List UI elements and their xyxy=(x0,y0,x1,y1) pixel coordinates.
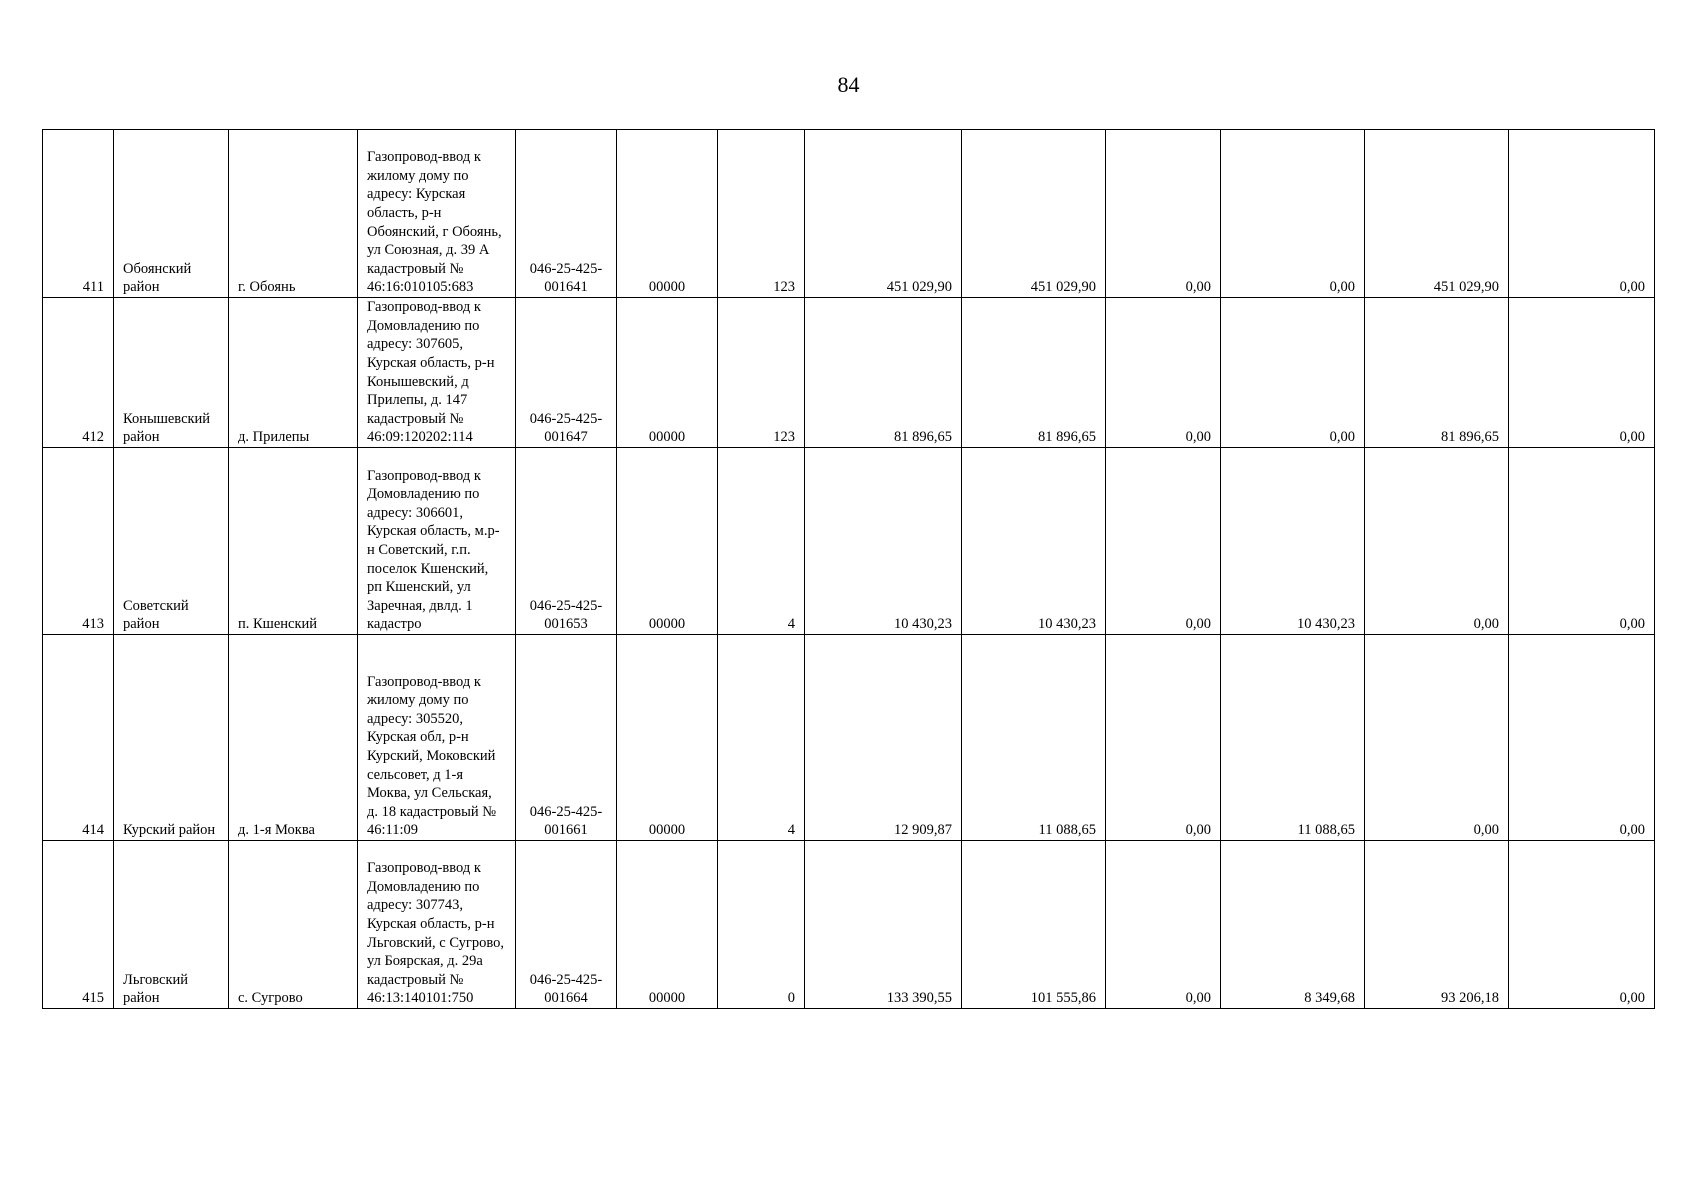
total-cell: 451 029,90 xyxy=(805,130,962,298)
zeros-cell: 00000 xyxy=(617,298,718,448)
count-cell: 4 xyxy=(718,635,805,841)
total-cell: 81 896,65 xyxy=(805,298,962,448)
col-a-cell: 0,00 xyxy=(1106,448,1221,635)
count-cell: 0 xyxy=(718,841,805,1009)
total-cell: 12 909,87 xyxy=(805,635,962,841)
count-cell: 123 xyxy=(718,130,805,298)
locality-cell: д. Прилепы xyxy=(229,298,358,448)
table-row xyxy=(43,448,1655,635)
district-cell: Курский район xyxy=(114,635,229,841)
amount-cell: 11 088,65 xyxy=(962,635,1106,841)
table-row xyxy=(43,841,1655,1009)
col-c-cell: 451 029,90 xyxy=(1365,130,1509,298)
col-b-cell: 11 088,65 xyxy=(1221,635,1365,841)
total-cell: 133 390,55 xyxy=(805,841,962,1009)
table-row xyxy=(43,635,1655,841)
amount-cell: 81 896,65 xyxy=(962,298,1106,448)
row-number: 414 xyxy=(43,635,114,841)
locality-cell: г. Обоянь xyxy=(229,130,358,298)
code-cell: 046-25-425-001641 xyxy=(516,130,617,298)
col-b-cell: 10 430,23 xyxy=(1221,448,1365,635)
description-cell: Газопровод-ввод к Домовладению по адресу: 307605, Курская область, р-н Конышевский, д Прилепы, д. 147 кадастровый № 46:09:120202:114 xyxy=(358,298,516,448)
locality-cell: с. Сугрово xyxy=(229,841,358,1009)
amount-cell: 10 430,23 xyxy=(962,448,1106,635)
col-c-cell: 0,00 xyxy=(1365,635,1509,841)
col-a-cell: 0,00 xyxy=(1106,298,1221,448)
col-b-cell: 8 349,68 xyxy=(1221,841,1365,1009)
district-cell: Конышевский район xyxy=(114,298,229,448)
page-number: 84 xyxy=(837,72,860,97)
zeros-cell: 00000 xyxy=(617,635,718,841)
description-cell: Газопровод-ввод к Домовладению по адресу: 306601, Курская область, м.р-н Советский, г.п. поселок Кшенский, рп Кшенский, ул Заречная, двлд. 1 кадастро xyxy=(358,448,516,635)
col-d-cell: 0,00 xyxy=(1509,448,1655,635)
col-a-cell: 0,00 xyxy=(1106,635,1221,841)
description-cell: Газопровод-ввод к жилому дому по адресу: Курская область, р-н Обоянский, г Обоянь, ул Союзная, д. 39 А кадастровый № 46:16:010105:683 xyxy=(358,130,516,298)
code-cell: 046-25-425-001653 xyxy=(516,448,617,635)
data-table xyxy=(42,129,1655,1009)
col-d-cell: 0,00 xyxy=(1509,841,1655,1009)
zeros-cell: 00000 xyxy=(617,448,718,635)
col-c-cell: 93 206,18 xyxy=(1365,841,1509,1009)
description-cell: Газопровод-ввод к жилому дому по адресу: 305520, Курская обл, р-н Курский, Моковский сельсовет, д 1-я Моква, ул Сельская, д. 18 кадастровый № 46:11:09 xyxy=(358,635,516,841)
col-d-cell: 0,00 xyxy=(1509,298,1655,448)
total-cell: 10 430,23 xyxy=(805,448,962,635)
amount-cell: 101 555,86 xyxy=(962,841,1106,1009)
row-number: 413 xyxy=(43,448,114,635)
table-row xyxy=(43,130,1655,298)
count-cell: 4 xyxy=(718,448,805,635)
col-a-cell: 0,00 xyxy=(1106,130,1221,298)
count-cell: 123 xyxy=(718,298,805,448)
row-number: 415 xyxy=(43,841,114,1009)
row-number: 412 xyxy=(43,298,114,448)
col-b-cell: 0,00 xyxy=(1221,130,1365,298)
zeros-cell: 00000 xyxy=(617,841,718,1009)
district-cell: Льговский район xyxy=(114,841,229,1009)
district-cell: Советский район xyxy=(114,448,229,635)
col-b-cell: 0,00 xyxy=(1221,298,1365,448)
col-d-cell: 0,00 xyxy=(1509,130,1655,298)
district-cell: Обоянский район xyxy=(114,130,229,298)
zeros-cell: 00000 xyxy=(617,130,718,298)
code-cell: 046-25-425-001661 xyxy=(516,635,617,841)
code-cell: 046-25-425-001664 xyxy=(516,841,617,1009)
locality-cell: д. 1-я Моква xyxy=(229,635,358,841)
code-cell: 046-25-425-001647 xyxy=(516,298,617,448)
col-a-cell: 0,00 xyxy=(1106,841,1221,1009)
description-cell: Газопровод-ввод к Домовладению по адресу: 307743, Курская область, р-н Льговский, с Сугрово, ул Боярская, д. 29а кадастровый № 46:13:140101:750 xyxy=(358,841,516,1009)
row-number: 411 xyxy=(43,130,114,298)
locality-cell: п. Кшенский xyxy=(229,448,358,635)
amount-cell: 451 029,90 xyxy=(962,130,1106,298)
col-d-cell: 0,00 xyxy=(1509,635,1655,841)
table-row xyxy=(43,298,1655,448)
col-c-cell: 0,00 xyxy=(1365,448,1509,635)
col-c-cell: 81 896,65 xyxy=(1365,298,1509,448)
